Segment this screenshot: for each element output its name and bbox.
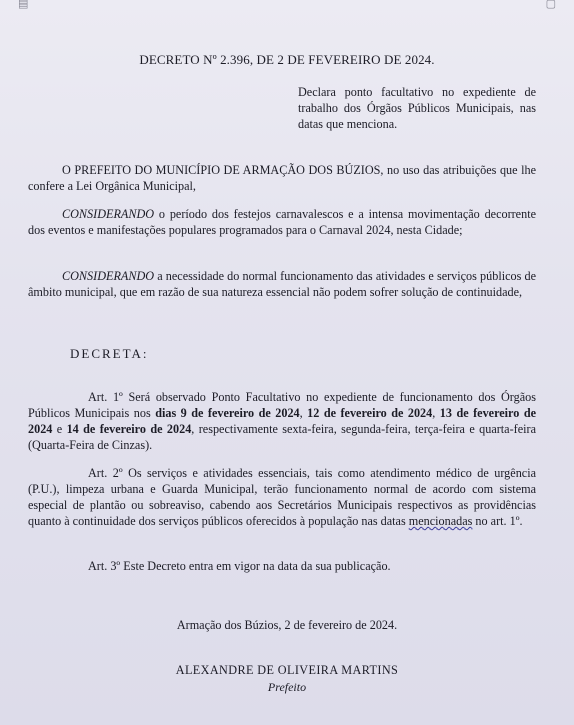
article-1-text-end: , respectivamente sexta-feira, segunda-feira, terça-feira e quarta-feira (Quarta-Feira de Cinzas). [28, 422, 536, 452]
signer-role: Prefeito [267, 680, 307, 694]
article-1-date-4: 14 de fevereiro de 2024 [66, 422, 192, 436]
place-and-date: Armação dos Búzios, 2 de fevereiro de 2024. [176, 618, 398, 632]
preamble [28, 162, 536, 194]
article-2 [28, 465, 536, 529]
considerando-1 [28, 206, 536, 238]
article-1-date-2: 12 de fevereiro de 2024 [307, 406, 433, 420]
considerando-2-text: a necessidade do normal funcionamento das atividades e serviços públicos de âmbito municipal, que em razão de sua natureza essencial não podem sofrer solução de continuidade, [28, 269, 536, 299]
article-1 [28, 389, 536, 453]
article-1-sep: , [299, 406, 308, 420]
window-icon: ▢ [545, 0, 556, 10]
document-icon: ▤ [18, 0, 29, 10]
article-1-date-3: 13 de fevereiro de 2024 [28, 406, 537, 436]
article-2-underlined: mencionadas [408, 514, 473, 528]
article-1-sep: e [52, 422, 67, 436]
decree-title: DECRETO Nº 2.396, DE 2 DE FEVEREIRO DE 2024. [139, 52, 435, 67]
article-3 [28, 558, 536, 574]
decree-summary: Declara ponto facultativo no expediente de trabalho dos Órgãos Públicos Municipais, nas datas que menciona. [298, 85, 536, 131]
preamble-text: O PREFEITO DO MUNICÍPIO DE ARMAÇÃO DOS BÚZIOS, no uso das atribuições que lhe confere a Lei Orgânica Municipal, [28, 163, 536, 193]
article-2-text: Art. 2º Os serviços e atividades essenciais, tais como atendimento médico de urgência (P.U.), limpeza urbana e Guarda Municipal, terão funcionamento normal de acordo com sistema especial de plantão ou sobreaviso, cabendo aos Secretários Municipais respectivos as providências quanto à continuidade dos serviços públicos oferecidos à população nas datas [28, 466, 536, 528]
article-1-sep: , [432, 406, 440, 420]
article-2-text-end: no art. 1º. [472, 514, 523, 528]
decreta-heading: DECRETA: [70, 346, 149, 361]
considerando-2 [28, 268, 536, 300]
considerando-label: CONSIDERANDO [62, 269, 155, 283]
article-3-text: Art. 3º Este Decreto entra em vigor na data da sua publicação. [88, 559, 391, 573]
article-1-date-1: dias 9 de fevereiro de 2024 [155, 406, 300, 420]
considerando-1-text: o período dos festejos carnavalescos e a intensa movimentação decorrente dos eventos e manifestações populares programados para o Carnaval 2024, nesta Cidade; [28, 207, 536, 237]
considerando-label: CONSIDERANDO [62, 207, 155, 221]
signer-name: ALEXANDRE DE OLIVEIRA MARTINS [175, 663, 399, 677]
article-1-text: Art. 1º Será observado Ponto Facultativo no expediente de funcionamento dos Órgãos Públicos Municipais nos [28, 390, 536, 420]
